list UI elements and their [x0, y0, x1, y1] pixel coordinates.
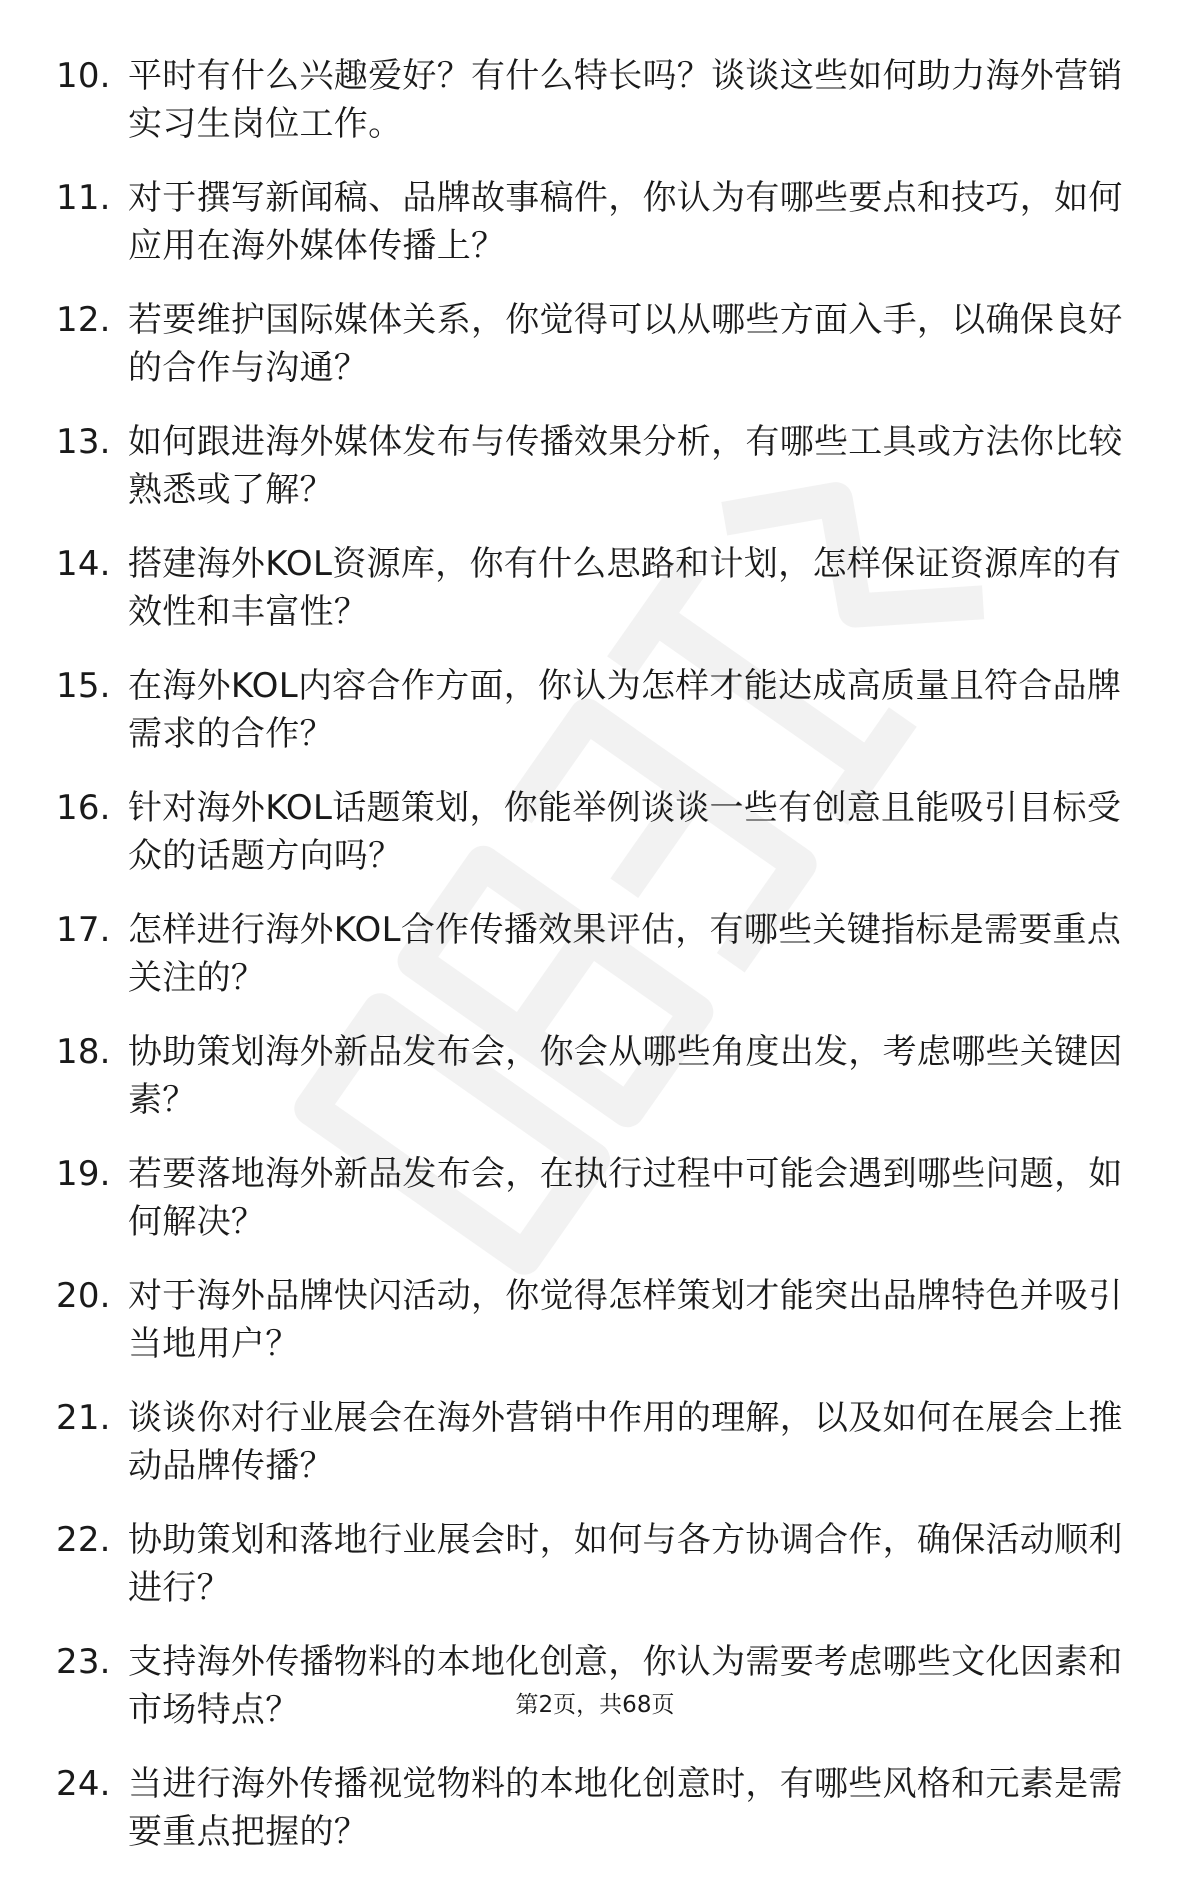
question-number: 13.	[56, 422, 111, 462]
question-text: 搭建海外KOL资源库，你有什么思路和计划，怎样保证资源库的有效性和丰富性？	[128, 544, 1122, 632]
question-number: 14.	[56, 544, 111, 584]
question-text: 谈谈你对行业展会在海外营销中作用的理解，以及如何在展会上推动品牌传播？	[128, 1398, 1123, 1486]
question-number: 22.	[56, 1520, 111, 1560]
question-text: 怎样进行海外KOL合作传播效果评估，有哪些关键指标是需要重点关注的？	[128, 910, 1122, 998]
question-number: 18.	[56, 1032, 111, 1072]
question-number: 20.	[56, 1276, 111, 1316]
question-number: 21.	[56, 1398, 111, 1438]
question-text: 支持海外传播物料的本地化创意，你认为需要考虑哪些文化因素和市场特点？	[128, 1642, 1123, 1730]
list-item	[56, 540, 1146, 636]
question-text: 对于海外品牌快闪活动，你觉得怎样策划才能突出品牌特色并吸引当地用户？	[128, 1276, 1123, 1364]
question-text: 对于撰写新闻稿、品牌故事稿件，你认为有哪些要点和技巧，如何应用在海外媒体传播上？	[128, 178, 1123, 266]
list-item	[56, 1150, 1146, 1246]
list-item	[56, 1394, 1146, 1490]
question-text: 若要维护国际媒体关系，你觉得可以从哪些方面入手，以确保良好的合作与沟通？	[128, 300, 1123, 388]
list-item	[56, 174, 1146, 270]
question-text: 当进行海外传播视觉物料的本地化创意时，有哪些风格和元素是需要重点把握的？	[128, 1764, 1123, 1852]
list-item	[56, 52, 1146, 148]
list-item	[56, 906, 1146, 1002]
question-number: 23.	[56, 1642, 111, 1682]
question-text: 平时有什么兴趣爱好？有什么特长吗？谈谈这些如何助力海外营销实习生岗位工作。	[128, 56, 1123, 144]
list-item	[56, 1272, 1146, 1368]
page-footer	[0, 1690, 1190, 1720]
question-number: 19.	[56, 1154, 111, 1194]
page-number-label: 第2页，共68页	[515, 1692, 675, 1718]
question-text: 协助策划海外新品发布会，你会从哪些角度出发，考虑哪些关键因素？	[128, 1032, 1123, 1120]
question-text: 若要落地海外新品发布会，在执行过程中可能会遇到哪些问题，如何解决？	[128, 1154, 1123, 1242]
list-item	[56, 1760, 1146, 1856]
question-text: 如何跟进海外媒体发布与传播效果分析，有哪些工具或方法你比较熟悉或了解？	[128, 422, 1123, 510]
question-number: 11.	[56, 178, 111, 218]
list-item	[56, 662, 1146, 758]
list-item	[56, 1516, 1146, 1612]
question-number: 12.	[56, 300, 111, 340]
question-text: 针对海外KOL话题策划，你能举例谈谈一些有创意且能吸引目标受众的话题方向吗？	[128, 788, 1122, 876]
question-number: 17.	[56, 910, 111, 950]
question-number: 15.	[56, 666, 111, 706]
question-text: 协助策划和落地行业展会时，如何与各方协调合作，确保活动顺利进行？	[128, 1520, 1123, 1608]
list-item	[56, 296, 1146, 392]
list-item	[56, 784, 1146, 880]
question-text: 在海外KOL内容合作方面，你认为怎样才能达成高质量且符合品牌需求的合作？	[128, 666, 1122, 754]
question-number: 16.	[56, 788, 111, 828]
list-item	[56, 1028, 1146, 1124]
question-number: 10.	[56, 56, 111, 96]
question-number: 24.	[56, 1764, 111, 1804]
list-item	[56, 418, 1146, 514]
question-list	[56, 52, 1146, 1882]
